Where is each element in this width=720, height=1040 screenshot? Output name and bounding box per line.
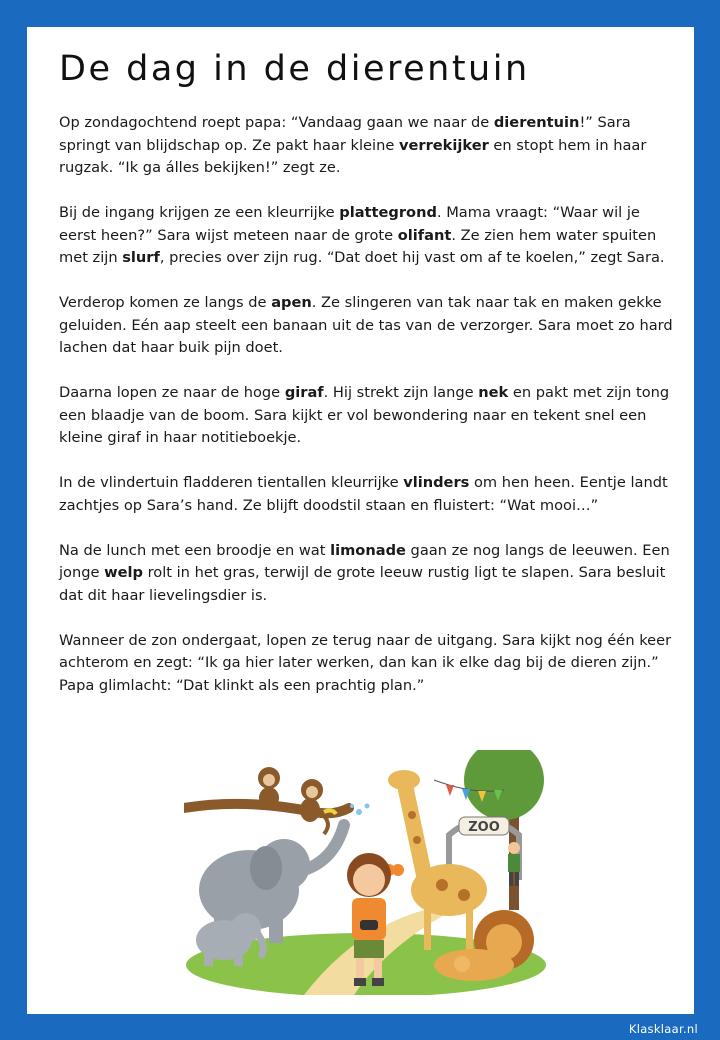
text-run: . Hij strekt zijn lange [323,384,479,401]
keyword: dierentuin [493,114,580,131]
text-run: en stopt hem in haar rugzak. “Ik ga álles bekijken!” zegt ze. [59,136,647,176]
keyword: limonade [330,541,406,559]
zoo-illustration [184,750,548,995]
story-paragraph [59,472,674,517]
text-run: Op zondagochtend roept papa: “Vandaag gaan we naar de [59,114,494,131]
story-text [59,112,674,720]
text-run: . Mama vraagt: “Waar wil je eerst heen?” Sara wijst meteen naar de grote [59,204,640,244]
keyword: apen [271,294,312,311]
story-paragraph [59,202,674,270]
text-run: Verderop komen ze langs de [59,294,272,311]
keyword: giraf [284,384,324,401]
text-run: Wanneer de zon ondergaat, lopen ze terug naar de uitgang. Sara kijkt nog één keer achterom en zegt: “Ik ga hier later werken, dan kan ik elke dag bij de dieren zijn.” Papa glimlacht: “Dat klinkt als een prachtig plan.” [59,631,672,694]
brand-footer: Klasklaar.nl [628,1022,698,1036]
text-run: , precies over zijn rug. “Dat doet hij vast om af te koelen,” zegt Sara. [159,249,665,266]
story-paragraph [59,630,674,698]
text-run: rolt in het gras, terwijl de grote leeuw rustig ligt te slapen. Sara besluit dat dit haar lievelingsdier is. [59,564,666,604]
keyword: slurf [122,249,160,266]
story-paragraph [59,382,674,450]
text-run: . Ze slingeren van tak naar tak en maken gekke geluiden. Eén aap steelt een banaan uit de tas van de verzorger. Sara moet zo hard lachen dat haar buik pijn doet. [59,294,673,356]
text-run: Daarna lopen ze naar de hoge [59,384,285,401]
story-paragraph [59,112,674,180]
text-run: en pakt met zijn tong een blaadje van de boom. Sara kijkt er vol bewondering naar en tekent snel een kleine giraf in haar notitieboekje. [59,384,670,446]
story-paragraph [59,292,674,360]
keyword: welp [104,564,143,581]
text-run: Na de lunch met een broodje en wat [59,541,331,559]
keyword: vlinders [403,474,470,491]
story-paragraph [59,540,674,608]
keyword: nek [478,384,509,401]
text-run: In de vlindertuin fladderen tientallen kleurrijke [59,474,404,491]
text-run: . Ze zien hem water spuiten met zijn [59,226,657,266]
keyword: plattegrond [339,204,437,221]
keyword: verrekijker [398,136,489,154]
text-run: Bij de ingang krijgen ze een kleurrijke [59,204,340,221]
text-run: om hen heen. Eentje landt zachtjes op Sara’s hand. Ze blijft doodstil staan en fluistert: “Wat mooi…” [59,474,668,514]
worksheet-page [27,27,694,1014]
keyword: olifant [397,226,452,244]
zoo-sign: ZOO [468,820,500,835]
page-title: De dag in de dierentuin [59,49,530,89]
text-run: gaan ze nog langs de leeuwen. Een jonge [59,541,670,581]
text-run: !” Sara springt van blijdschap op. Ze pakt haar kleine [59,114,631,154]
